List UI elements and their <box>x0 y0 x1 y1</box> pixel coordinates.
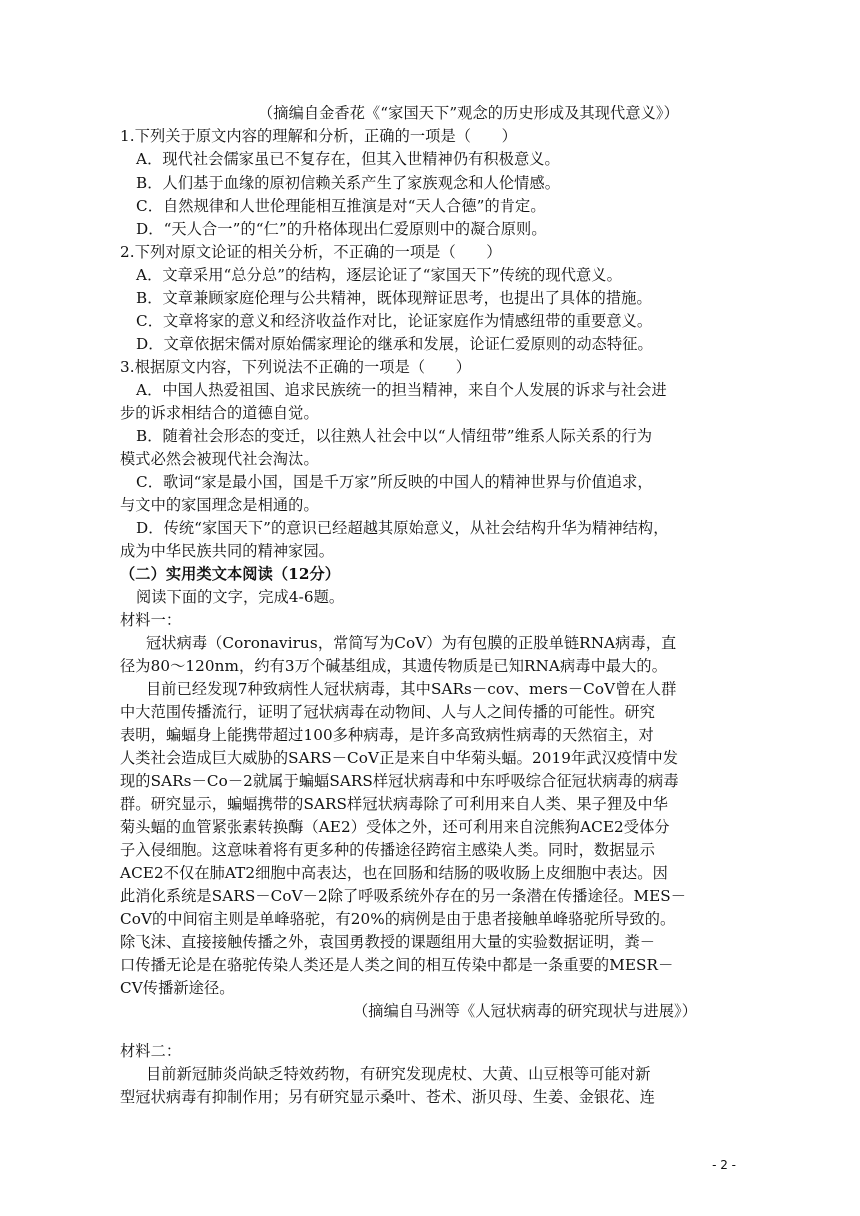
question-3-option-d-line-1: D．传统“家国天下”的意识已经超越其原始意义，从社会结构升华为精神结构， <box>136 519 669 537</box>
question-3-option-c-line-2: 与文中的家国理念是相通的。 <box>120 496 319 514</box>
material-2-line: 目前新冠肺炎尚缺乏特效药物，有研究发现虎杖、大黄、山豆根等可能对新 <box>146 1065 651 1083</box>
material-1-line: 冠状病毒（Coronavirus，常简写为CoV）为有包膜的正股单链RNA病毒，直 <box>146 634 677 652</box>
question-3-option-a-line-2: 步的诉求相结合的道德自觉。 <box>120 404 319 422</box>
source-citation-1: （摘编自金香花《“家国天下”观念的历史形成及其现代意义》） <box>258 104 679 122</box>
question-2-stem: 2.下列对原文论证的相关分析，不正确的一项是（ ） <box>120 243 502 261</box>
material-2-label: 材料二： <box>120 1042 182 1060</box>
question-3-option-c-line-1: C．歌词“家是最小国，国是千万家”所反映的中国人的精神世界与价值追求， <box>136 473 653 491</box>
question-2-option-a: A．文章采用“总分总”的结构，逐层论证了“家国天下”传统的现代意义。 <box>136 266 622 284</box>
question-3-stem: 3.根据原文内容，下列说法不正确的一项是（ ） <box>120 358 472 376</box>
question-2-option-d: D．文章依据宋儒对原始儒家理论的继承和发展，论证仁爱原则的动态特征。 <box>136 335 653 353</box>
material-1-line: 人类社会造成巨大威胁的SARS－CoV正是来自中华菊头蝠。2019年武汉疫情中发 <box>120 749 679 767</box>
section-2-heading: （二）实用类文本阅读（12分） <box>120 565 341 583</box>
question-3-option-d-line-2: 成为中华民族共同的精神家园。 <box>120 542 335 560</box>
page-number: - 2 - <box>712 1158 736 1172</box>
material-1-line: 菊头蝠的血管紧张素转换酶（AE2）受体之外，还可利用来自浣熊狗ACE2受体分 <box>120 818 670 836</box>
question-2-option-c: C．文章将家的意义和经济收益作对比，论证家庭作为情感纽带的重要意义。 <box>136 312 653 330</box>
material-1-line: 目前已经发现7种致病性人冠状病毒，其中SARs－cov、mers－CoV曾在人群 <box>146 680 677 698</box>
question-1-option-c: C．自然规律和人世伦理能相互推演是对“天人合德”的肯定。 <box>136 197 546 215</box>
question-1-stem: 1.下列关于原文内容的理解和分析，正确的一项是（ ） <box>120 127 517 145</box>
material-1-line: 此消化系统是SARS－CoV－2除了呼吸系统外存在的另一条潜在传播途径。MES－ <box>120 887 687 905</box>
source-citation-2: （摘编自马洲等《人冠状病毒的研究现状与进展》） <box>353 1002 698 1020</box>
question-2-option-b: B．文章兼顾家庭伦理与公共精神，既体现辩证思考，也提出了具体的措施。 <box>136 289 652 307</box>
material-1-line: 径为80～120nm，约有3万个碱基组成，其遗传物质是已知RNA病毒中最大的。 <box>120 657 668 675</box>
material-1-line: ACE2不仅在肺AT2细胞中高表达，也在回肠和结肠的吸收肠上皮细胞中表达。因 <box>120 864 668 882</box>
material-2-line: 型冠状病毒有抑制作用；另有研究显示桑叶、苍术、浙贝母、生姜、金银花、连 <box>120 1088 656 1106</box>
material-1-line: CoV的中间宿主则是单峰骆驼，有20%的病例是由于患者接触单峰骆驼所导致的。 <box>120 910 676 928</box>
question-1-option-a: A．现代社会儒家虽已不复存在，但其入世精神仍有积极意义。 <box>136 150 560 168</box>
material-1-line: 表明，蝙蝠身上能携带超过100多种病毒，是许多高致病性病毒的天然宿主，对 <box>120 726 654 744</box>
material-1-line: 除飞沫、直接接触传播之外，袁国勇教授的课题组用大量的实验数据证明，粪－ <box>120 933 656 951</box>
reading-instruction: 阅读下面的文字，完成4-6题。 <box>136 588 345 606</box>
material-1-line: 群。研究显示，蝙蝠携带的SARS样冠状病毒除了可利用来自人类、果子狸及中华 <box>120 795 669 813</box>
question-1-option-d: D．“天人合一”的“仁”的升格体现出仁爱原则中的凝合原则。 <box>136 220 547 238</box>
question-1-option-b: B．人们基于血缘的原初信赖关系产生了家族观念和人伦情感。 <box>136 174 561 192</box>
material-1-line: 中大范围传播流行，证明了冠状病毒在动物间、人与人之间传播的可能性。研究 <box>120 703 656 721</box>
material-1-label: 材料一： <box>120 611 182 629</box>
material-1-line: 口传播无论是在骆驼传染人类还是人类之间的相互传染中都是一条重要的MESR－ <box>120 956 674 974</box>
question-3-option-b-line-2: 模式必然会被现代社会淘汰。 <box>120 450 319 468</box>
question-3-option-a-line-1: A．中国人热爱祖国、追求民族统一的担当精神，来自个人发展的诉求与社会进 <box>136 381 667 399</box>
material-1-line: 子入侵细胞。这意味着将有更多种的传播途径跨宿主感染人类。同时，数据显示 <box>120 841 656 859</box>
material-1-line: 现的SARs－Co－2就属于蝙蝠SARS样冠状病毒和中东呼吸综合征冠状病毒的病毒 <box>120 772 679 790</box>
material-1-line: CV传播新途径。 <box>120 979 235 997</box>
question-3-option-b-line-1: B．随着社会形态的变迁，以往熟人社会中以“人情纽带”维系人际关系的行为 <box>136 427 653 445</box>
